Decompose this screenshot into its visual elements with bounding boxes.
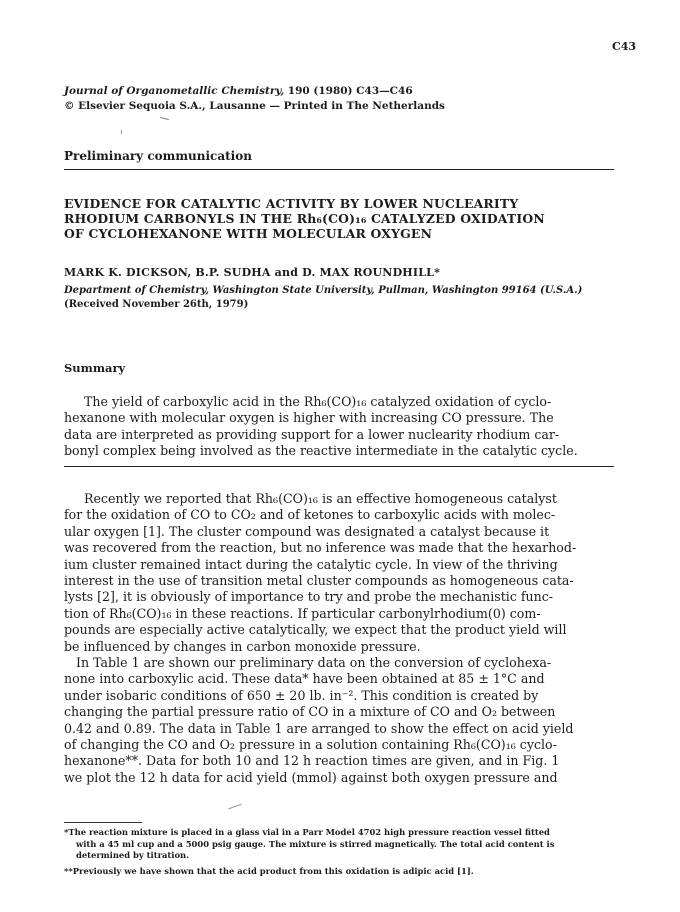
stray-ink-mark [228, 804, 241, 810]
footnote-line: with a 45 ml cup and a 5000 psig gauge. The mixture is stirred magnetically. The total acid content is [76, 838, 555, 849]
stray-ink-mark [121, 130, 122, 134]
summary-heading: Summary [64, 361, 126, 375]
text-line: tion of Rh₆(CO)₁₆ in these reactions. If particular carbonylrhodium(0) com- [64, 605, 541, 621]
page-number: C43 [611, 40, 636, 53]
copyright-line: © Elsevier Sequoia S.A., Lausanne — Printed in The Netherlands [64, 100, 445, 112]
text-line: ular oxygen [1]. The cluster compound was designated a catalyst because it [64, 523, 550, 539]
text-line: we plot the 12 h data for acid yield (mmol) against both oxygen pressure and [64, 769, 558, 785]
title-line: RHODIUM CARBONYLS IN THE Rh₆(CO)₁₆ CATALYZED OXIDATION [64, 211, 545, 226]
text-line: interest in the use of transition metal cluster compounds as homogeneous cata- [64, 573, 574, 589]
article-title [64, 196, 624, 241]
text-line: Recently we reported that Rh₆(CO)₁₆ is an effective homogeneous catalyst [84, 491, 557, 506]
footnote-line: *The reaction mixture is placed in a glass vial in a Parr Model 4702 high pressure reaction vessel fitted [64, 827, 550, 837]
received-date: (Received November 26th, 1979) [64, 299, 249, 310]
text-line: ium cluster remained intact during the catalytic cycle. In view of the thriving [64, 556, 558, 572]
footnote-line: determined by titration. [76, 850, 190, 861]
section-heading: Preliminary communication [64, 149, 252, 163]
text-line: In Table 1 are shown our preliminary data on the conversion of cyclohexa- [76, 655, 552, 670]
title-line: OF CYCLOHEXANONE WITH MOLECULAR OXYGEN [64, 226, 433, 241]
text-line: for the oxidation of CO to CO₂ and of ketones to carboxylic acids with molec- [64, 507, 556, 523]
text-line: hexanone with molecular oxygen is higher with increasing CO pressure. The [64, 410, 554, 426]
text-line: pounds are especially active catalytically, we expect that the product yield will [64, 622, 567, 638]
footnote-rule [64, 822, 142, 823]
footnote-1 [64, 827, 624, 862]
text-line: changing the partial pressure ratio of CO in a mixture of CO and O₂ between [64, 704, 556, 720]
text-line: was recovered from the reaction, but no inference was made that the hexarhod- [64, 540, 577, 556]
body-paragraph-1 [64, 491, 618, 655]
journal-title: Journal of Organometallic Chemistry, [64, 85, 285, 97]
text-line: The yield of carboxylic acid in the Rh₆(CO)₁₆ catalyzed oxidation of cyclo- [84, 394, 552, 409]
text-line: hexanone**. Data for both 10 and 12 h reaction times are given, and in Fig. 1 [64, 753, 560, 769]
title-line: EVIDENCE FOR CATALYTIC ACTIVITY BY LOWER NUCLEARITY [64, 196, 519, 211]
journal-citation [64, 84, 413, 98]
journal-volume-pages: 190 (1980) C43—C46 [284, 85, 413, 97]
text-line: be influenced by changes in carbon monoxide pressure. [64, 638, 421, 654]
text-line: lysts [2], it is obviously of importance to try and probe the mechanistic func- [64, 589, 554, 605]
affiliation: Department of Chemistry, Washington State University, Pullman, Washington 99164 (U.S.A.) [64, 285, 583, 296]
body-paragraph-2 [64, 655, 618, 786]
stray-ink-mark [160, 117, 169, 120]
text-line: 0.42 and 0.89. The data in Table 1 are arranged to show the effect on acid yield [64, 720, 574, 736]
summary-paragraph [64, 394, 618, 460]
text-line: of changing the CO and O₂ pressure in a solution containing Rh₆(CO)₁₆ cyclo- [64, 737, 557, 753]
footnote-2: **Previously we have shown that the acid product from this oxidation is adipic acid [1]. [64, 866, 474, 876]
author-list: MARK K. DICKSON, B.P. SUDHA and D. MAX ROUNDHILL* [64, 266, 441, 279]
text-line: data are interpreted as providing support for a lower nuclearity rhodium car- [64, 426, 560, 442]
summary-rule [64, 466, 614, 467]
text-line: none into carboxylic acid. These data* have been obtained at 85 ± 1°C and [64, 671, 545, 687]
section-rule [64, 169, 614, 170]
text-line: bonyl complex being involved as the reactive intermediate in the catalytic cycle. [64, 443, 578, 459]
text-line: under isobaric conditions of 650 ± 20 lb. in⁻². This condition is created by [64, 687, 539, 703]
